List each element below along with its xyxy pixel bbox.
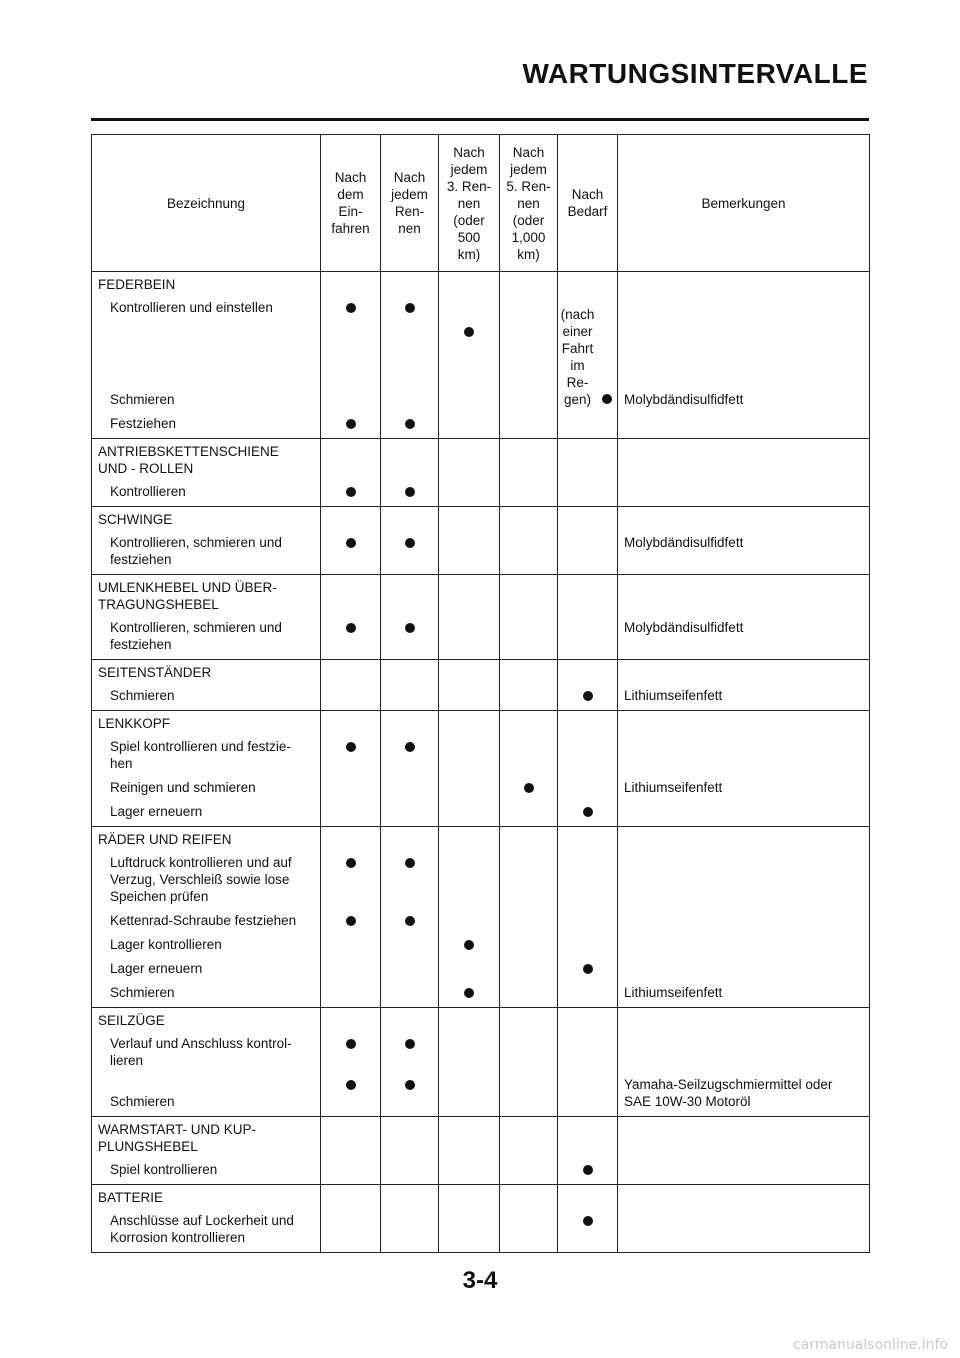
remark-text <box>618 908 869 932</box>
interval-cell <box>558 711 618 827</box>
table-header-row <box>92 135 870 272</box>
interval-cell <box>500 507 558 575</box>
required-marker-dot <box>346 1039 356 1049</box>
remark-text <box>618 411 869 435</box>
column-header-every-5th-race: Nach jedem 5. Ren- nen (oder 1,000 km) <box>500 135 558 272</box>
required-marker-dot <box>405 916 415 926</box>
remark-text: Lithiumseifenfett <box>624 985 723 1000</box>
interval-cell <box>381 660 439 711</box>
required-marker-dot <box>346 419 356 429</box>
remark-text: Molybdändisulfidfett <box>624 620 744 635</box>
interval-cell <box>439 439 500 507</box>
remarks-cell <box>618 711 870 827</box>
remark-text: Lithiumseifenfett <box>624 688 723 703</box>
required-marker-dot <box>464 988 474 998</box>
required-marker-dot <box>583 1216 593 1226</box>
interval-cell <box>381 827 439 1008</box>
interval-cell <box>439 660 500 711</box>
page-number: 3-4 <box>462 1267 498 1294</box>
designation-cell <box>92 575 321 660</box>
table-row <box>92 439 870 507</box>
interval-cell <box>321 1008 381 1117</box>
item-label: Luftdruck kontrollieren und auf Verzug, Verschleiß sowie lose Speichen prüfen <box>110 855 292 904</box>
interval-cell <box>500 1185 558 1253</box>
table-row <box>92 507 870 575</box>
required-marker-dot <box>405 487 415 497</box>
table-row <box>92 711 870 827</box>
designation-cell <box>92 711 321 827</box>
remark-text <box>618 1031 869 1072</box>
interval-cell <box>439 1185 500 1253</box>
remark-text: Lithiumseifenfett <box>624 780 723 795</box>
item-label: Lager erneuern <box>110 961 203 976</box>
required-marker-dot <box>346 858 356 868</box>
interval-cell <box>439 827 500 1008</box>
remarks-cell <box>618 272 870 439</box>
remark-text <box>618 799 869 823</box>
item-label: Reinigen und schmieren <box>110 780 256 795</box>
required-marker-dot <box>346 1080 356 1090</box>
group-title: RÄDER UND REIFEN <box>98 832 232 847</box>
interval-cell <box>439 1117 500 1185</box>
interval-cell <box>439 575 500 660</box>
interval-cell <box>558 827 618 1008</box>
group-title: SCHWINGE <box>98 512 173 527</box>
remark-text: Molybdändisulfidfett <box>624 535 744 550</box>
interval-cell <box>558 1185 618 1253</box>
required-marker-dot <box>346 623 356 633</box>
item-label: Schmieren <box>110 688 175 703</box>
group-title: SEITENSTÄNDER <box>98 665 212 680</box>
item-label: Kontrollieren <box>110 484 186 499</box>
interval-cell <box>500 827 558 1008</box>
item-label: Lager kontrollieren <box>110 937 222 952</box>
remark-text <box>618 295 869 319</box>
interval-cell <box>500 439 558 507</box>
required-marker-dot <box>602 394 612 404</box>
item-label: Schmieren <box>110 985 175 1000</box>
table-row <box>92 272 870 439</box>
required-marker-dot <box>346 487 356 497</box>
remark-text <box>618 734 869 775</box>
interval-cell <box>558 1008 618 1117</box>
interval-cell <box>439 711 500 827</box>
required-marker-dot <box>583 807 593 817</box>
interval-cell <box>381 711 439 827</box>
item-label: Schmieren <box>110 1094 175 1109</box>
required-marker-dot <box>405 1039 415 1049</box>
item-label: Kontrollieren, schmieren und festziehen <box>110 535 282 567</box>
remark-text: Yamaha-Seilzugschmiermittel oder SAE 10W-30 Motoröl <box>624 1077 833 1109</box>
interval-cell <box>381 507 439 575</box>
interval-cell <box>321 507 381 575</box>
item-label: Festziehen <box>110 416 177 431</box>
designation-cell <box>92 1185 321 1253</box>
interval-cell <box>439 1008 500 1117</box>
designation-cell <box>92 827 321 1008</box>
designation-cell <box>92 272 321 439</box>
interval-cell <box>381 272 439 439</box>
interval-cell <box>381 575 439 660</box>
interval-cell <box>321 827 381 1008</box>
remark-text <box>618 1208 869 1249</box>
required-marker-dot <box>346 742 356 752</box>
remarks-cell <box>618 1117 870 1185</box>
required-marker-dot <box>405 1080 415 1090</box>
required-marker-dot <box>524 783 534 793</box>
column-header-designation: Bezeichnung <box>92 135 321 272</box>
remarks-cell <box>618 1008 870 1117</box>
required-marker-dot <box>405 623 415 633</box>
interval-cell <box>558 660 618 711</box>
required-marker-dot <box>464 327 474 337</box>
remarks-cell <box>618 827 870 1008</box>
table-row <box>92 575 870 660</box>
interval-cell <box>439 507 500 575</box>
required-marker-dot <box>405 419 415 429</box>
column-header-as-required: Nach Bedarf <box>558 135 618 272</box>
remarks-cell <box>618 660 870 711</box>
watermark: carmanualsonline.info <box>793 1337 948 1353</box>
remark-text <box>618 479 869 503</box>
item-label: Spiel kontrollieren <box>110 1162 218 1177</box>
item-label: Anschlüsse auf Lockerheit und Korrosion kontrollieren <box>110 1213 294 1245</box>
interval-cell <box>500 575 558 660</box>
remarks-cell <box>618 575 870 660</box>
interval-cell <box>500 660 558 711</box>
column-header-after-break-in: Nach dem Ein- fahren <box>321 135 381 272</box>
maintenance-interval-table <box>91 134 870 1253</box>
remark-text: Molybdändisulfidfett <box>624 392 744 407</box>
item-label: Lager erneuern <box>110 804 203 819</box>
interval-cell <box>558 575 618 660</box>
interval-cell <box>500 1117 558 1185</box>
required-marker-dot <box>405 303 415 313</box>
designation-cell <box>92 507 321 575</box>
item-label: Kontrollieren und einstellen <box>110 300 273 315</box>
column-header-every-3rd-race: Nach jedem 3. Ren- nen (oder 500 km) <box>439 135 500 272</box>
remark-text <box>618 956 869 980</box>
group-title: UMLENKHEBEL UND ÜBER- TRAGUNGSHEBEL <box>98 580 277 612</box>
interval-note: (nach einer Fahrt im Re- gen) <box>560 307 595 407</box>
required-marker-dot <box>346 916 356 926</box>
interval-cell <box>500 272 558 439</box>
interval-cell <box>558 439 618 507</box>
interval-cell <box>321 439 381 507</box>
interval-cell <box>500 1008 558 1117</box>
interval-cell <box>381 1117 439 1185</box>
group-title: FEDERBEIN <box>98 277 176 292</box>
table-row <box>92 1185 870 1253</box>
table-row <box>92 1008 870 1117</box>
required-marker-dot <box>405 538 415 548</box>
interval-cell <box>321 575 381 660</box>
required-marker-dot <box>583 1165 593 1175</box>
table-row <box>92 827 870 1008</box>
interval-cell <box>558 1117 618 1185</box>
remarks-cell <box>618 439 870 507</box>
interval-cell <box>381 1185 439 1253</box>
interval-cell <box>381 1008 439 1117</box>
interval-cell <box>321 660 381 711</box>
item-label: Kontrollieren, schmieren und festziehen <box>110 620 282 652</box>
table-row <box>92 1117 870 1185</box>
remark-text <box>618 1157 869 1181</box>
group-title: LENKKOPF <box>98 716 171 731</box>
remark-text <box>618 932 869 956</box>
group-title: ANTRIEBSKETTENSCHIENE UND - ROLLEN <box>98 444 279 476</box>
item-label: Verlauf und Anschluss kontrol- lieren <box>110 1036 292 1068</box>
item-label: Spiel kontrollieren und festzie- hen <box>110 739 291 771</box>
interval-cell <box>321 1117 381 1185</box>
remarks-cell <box>618 507 870 575</box>
interval-cell <box>381 439 439 507</box>
required-marker-dot <box>405 742 415 752</box>
item-label: Kettenrad-Schraube festziehen <box>110 913 297 928</box>
required-marker-dot <box>583 964 593 974</box>
interval-cell <box>558 507 618 575</box>
interval-cell <box>558 272 618 439</box>
item-label: Schmieren <box>110 392 175 407</box>
required-marker-dot <box>346 303 356 313</box>
designation-cell <box>92 1117 321 1185</box>
designation-cell <box>92 660 321 711</box>
required-marker-dot <box>405 858 415 868</box>
required-marker-dot <box>464 940 474 950</box>
group-title: BATTERIE <box>98 1190 164 1205</box>
interval-cell <box>439 272 500 439</box>
group-title: WARMSTART- UND KUP- PLUNGSHEBEL <box>98 1122 256 1154</box>
page-title: WARTUNGSINTERVALLE <box>522 58 868 89</box>
designation-cell <box>92 439 321 507</box>
designation-cell <box>92 1008 321 1117</box>
column-header-every-race: Nach jedem Ren- nen <box>381 135 439 272</box>
interval-cell <box>321 1185 381 1253</box>
required-marker-dot <box>346 538 356 548</box>
remark-text <box>618 850 869 908</box>
interval-cell <box>321 711 381 827</box>
interval-cell <box>321 272 381 439</box>
title-divider <box>91 118 869 121</box>
group-title: SEILZÜGE <box>98 1013 165 1028</box>
required-marker-dot <box>583 691 593 701</box>
column-header-remarks: Bemerkungen <box>618 135 870 272</box>
table-row <box>92 660 870 711</box>
remarks-cell <box>618 1185 870 1253</box>
interval-cell <box>500 711 558 827</box>
